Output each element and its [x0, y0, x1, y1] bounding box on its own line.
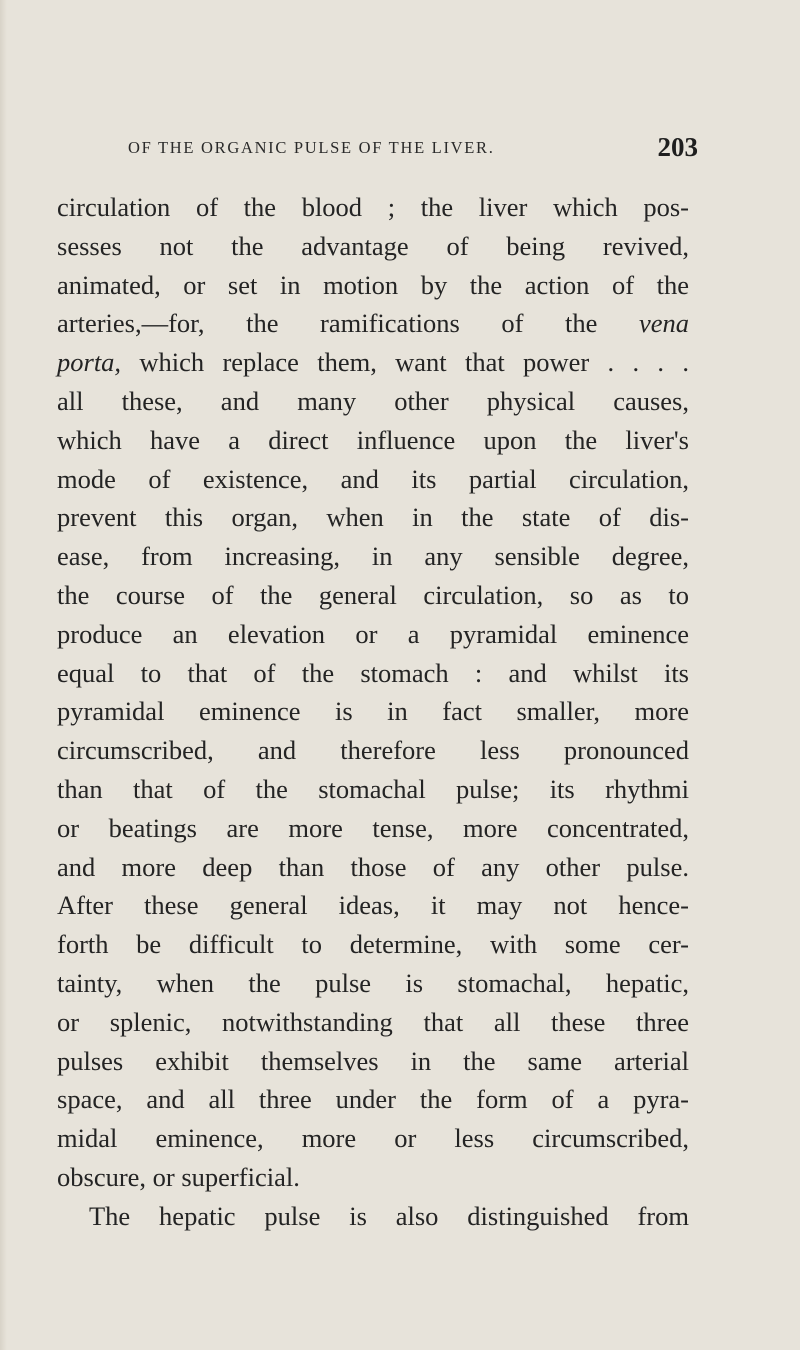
text-line: tainty, when the pulse is stomachal, hepatic,	[57, 967, 689, 998]
text-line: equal to that of the stomach : and whilst its	[57, 657, 689, 688]
text-line: forth be difficult to determine, with some cer-	[57, 929, 689, 960]
text-line: or beatings are more tense, more concentrated,	[57, 812, 689, 843]
text-line: space, and all three under the form of a pyra-	[57, 1084, 689, 1115]
text-line: pulses exhibit themselves in the same arterial	[57, 1045, 689, 1076]
italic-term-porta: porta,	[57, 347, 122, 378]
text-line: and more deep than those of any other pulse.	[57, 851, 689, 882]
body-text	[57, 188, 689, 1236]
text-segment: which replace them, want that power . . . .	[121, 347, 689, 378]
text-line: After these general ideas, it may not hence-	[57, 890, 689, 921]
text-line-with-italic	[57, 304, 689, 343]
text-line: circumscribed, and therefore less pronounced	[57, 735, 689, 766]
text-line-with-italic	[57, 343, 689, 382]
italic-term-vena: vena	[638, 308, 689, 339]
text-line: than that of the stomachal pulse; its rhythmi	[57, 773, 689, 804]
text-line: all these, and many other physical causes,	[57, 385, 689, 416]
running-title: OF THE ORGANIC PULSE OF THE LIVER.	[128, 138, 495, 157]
text-line: obscure, or superficial.	[57, 1161, 300, 1192]
page-edge-shadow	[0, 0, 7, 1350]
running-head	[128, 132, 698, 162]
text-line: midal eminence, more or less circumscribed,	[57, 1123, 689, 1154]
text-segment: arteries,—for, the ramifications of the	[57, 308, 639, 339]
text-line: mode of existence, and its partial circulation,	[57, 463, 689, 494]
text-line: pyramidal eminence is in fact smaller, more	[57, 696, 689, 727]
text-line: circulation of the blood ; the liver which pos-	[57, 192, 689, 222]
text-line: prevent this organ, when in the state of dis-	[57, 502, 689, 533]
text-line-paragraph-start: The hepatic pulse is also distinguished from	[89, 1200, 689, 1231]
text-line: the course of the general circulation, so as to	[57, 579, 689, 610]
text-line: sesses not the advantage of being revived,	[57, 230, 689, 261]
page-number: 203	[657, 132, 698, 162]
text-line: animated, or set in motion by the action of the	[57, 269, 689, 300]
text-line: produce an elevation or a pyramidal eminence	[57, 618, 689, 649]
text-line: or splenic, notwithstanding that all these three	[57, 1006, 689, 1037]
text-line: which have a direct influence upon the liver's	[57, 424, 689, 455]
text-line: ease, from increasing, in any sensible degree,	[57, 541, 689, 572]
